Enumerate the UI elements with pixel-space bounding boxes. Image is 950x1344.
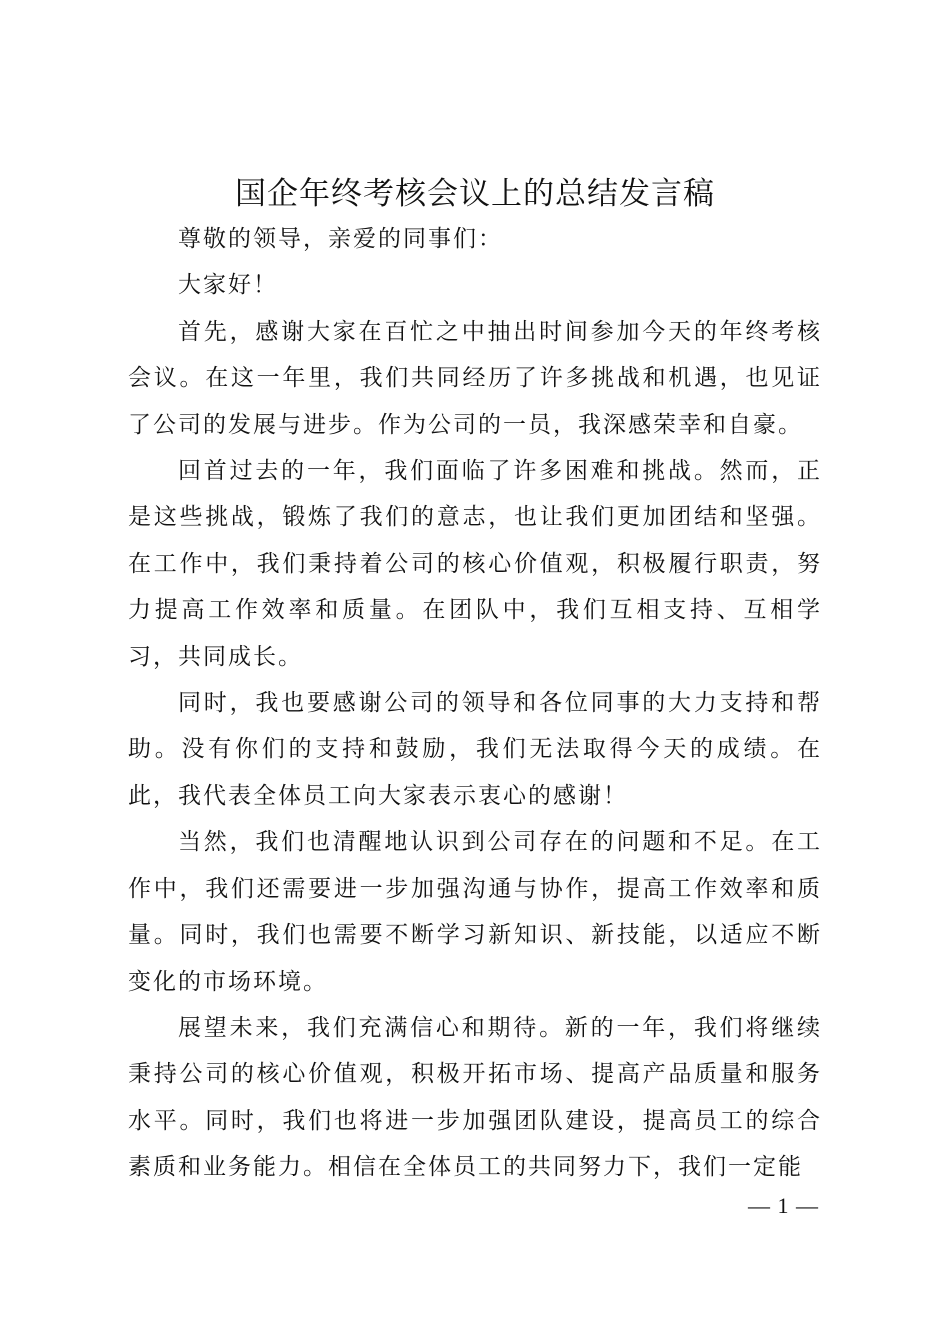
document-body — [128, 216, 822, 1191]
document-title: 国企年终考核会议上的总结发言稿 — [235, 176, 715, 212]
greeting-paragraph: 大家好！ — [178, 272, 278, 299]
outlook-paragraph: 展望未来，我们充满信心和期待。新的一年，我们将继续秉持公司的核心价值观，积极开拓市场、提高产品质量和服务水平。同时，我们也将进一步加强团队建设，提高员工的综合素质和业务能力。相信在全体员工的共同努力下，我们一定能 — [128, 1014, 822, 1181]
thanks-paragraph: 同时，我也要感谢公司的领导和各位同事的大力支持和帮助。没有你们的支持和鼓励，我们无法取得今天的成绩。在此，我代表全体员工向大家表示衷心的感谢！ — [128, 690, 822, 809]
page-number: — 1 — — [748, 1193, 819, 1218]
salutation-paragraph: 尊敬的领导，亲爱的同事们： — [178, 226, 503, 252]
review-paragraph: 回首过去的一年，我们面临了许多困难和挑战。然而，正是这些挑战，锻炼了我们的意志，也让我们更加团结和坚强。在工作中，我们秉持着公司的核心价值观，积极履行职责，努力提高工作效率和质量。在团队中，我们互相支持、互相学习，共同成长。 — [128, 458, 822, 670]
shortcomings-paragraph: 当然，我们也清醒地认识到公司存在的问题和不足。在工作中，我们还需要进一步加强沟通与协作，提高工作效率和质量。同时，我们也需要不断学习新知识、新技能，以适应不断变化的市场环境。 — [128, 829, 822, 995]
opening-paragraph: 首先，感谢大家在百忙之中抽出时间参加今天的年终考核会议。在这一年里，我们共同经历了许多挑战和机遇，也见证了公司的发展与进步。作为公司的一员，我深感荣幸和自豪。 — [128, 318, 822, 438]
